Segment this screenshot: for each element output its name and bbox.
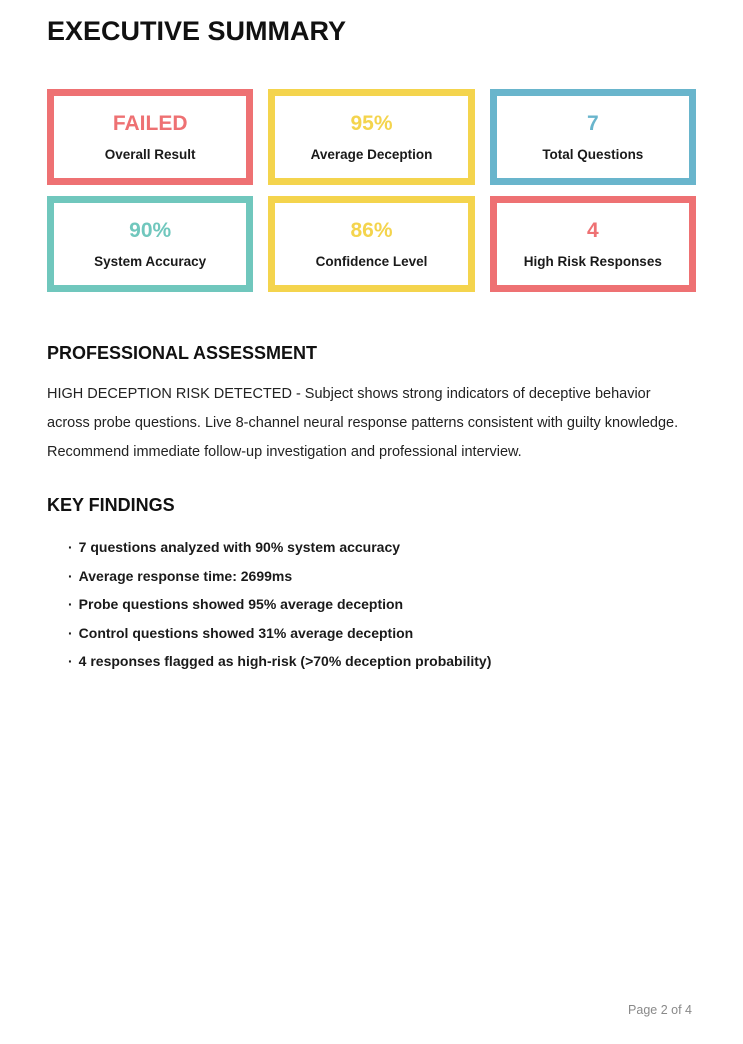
key-finding-item — [47, 533, 696, 562]
key-findings-list — [47, 533, 696, 676]
stat-card-confidence-level — [268, 196, 474, 292]
stat-value: 86% — [350, 219, 393, 242]
bullet-icon: · — [68, 567, 73, 584]
bullet-icon: · — [68, 624, 73, 641]
key-finding-item — [47, 590, 696, 619]
stat-label: High Risk Responses — [523, 254, 662, 269]
key-finding-text: Probe questions showed 95% average deception — [78, 596, 404, 612]
stat-value: 90% — [129, 219, 172, 242]
stat-card-system-accuracy — [47, 196, 253, 292]
key-finding-item — [47, 562, 696, 591]
stat-label: Overall Result — [104, 147, 196, 162]
stat-label: Average Deception — [310, 147, 433, 162]
professional-assessment-section — [47, 342, 696, 467]
stat-value: FAILED — [112, 112, 188, 135]
page-number: Page 2 of 4 — [628, 1003, 692, 1017]
section-heading-professional-assessment: PROFESSIONAL ASSESSMENT — [47, 343, 318, 363]
bullet-icon: · — [68, 596, 73, 612]
stat-label: Confidence Level — [315, 254, 428, 269]
key-finding-item — [47, 647, 696, 676]
bullet-icon: · — [68, 653, 73, 669]
assessment-body-text: HIGH DECEPTION RISK DETECTED - Subject shows strong indicators of deceptive behavior across probe questions. Live 8-channel neural response patterns consistent with guilty knowledge. Recommend immediate follow-up investigation and professional interview. — [47, 386, 679, 460]
stat-card-high-risk-responses — [490, 196, 696, 292]
bullet-icon: · — [68, 539, 73, 555]
stat-card-grid — [47, 89, 696, 292]
key-finding-text: Control questions showed 31% average deception — [78, 624, 414, 641]
stat-card-total-questions — [490, 89, 696, 185]
key-finding-item — [47, 619, 696, 648]
stat-value: 95% — [350, 112, 393, 135]
stat-label: Total Questions — [542, 147, 644, 162]
stat-value: 4 — [586, 219, 599, 242]
key-finding-text: 4 responses flagged as high-risk (>70% deception probability) — [78, 653, 492, 669]
section-heading-key-findings: KEY FINDINGS — [47, 495, 175, 515]
key-finding-text: Average response time: 2699ms — [78, 567, 293, 584]
stat-label: System Accuracy — [94, 254, 207, 269]
page-title: EXECUTIVE SUMMARY — [47, 16, 347, 46]
stat-card-average-deception — [268, 89, 474, 185]
stat-card-overall-result — [47, 89, 253, 185]
key-finding-text: 7 questions analyzed with 90% system accuracy — [78, 539, 401, 555]
key-findings-section — [47, 494, 696, 676]
stat-value: 7 — [586, 112, 599, 135]
